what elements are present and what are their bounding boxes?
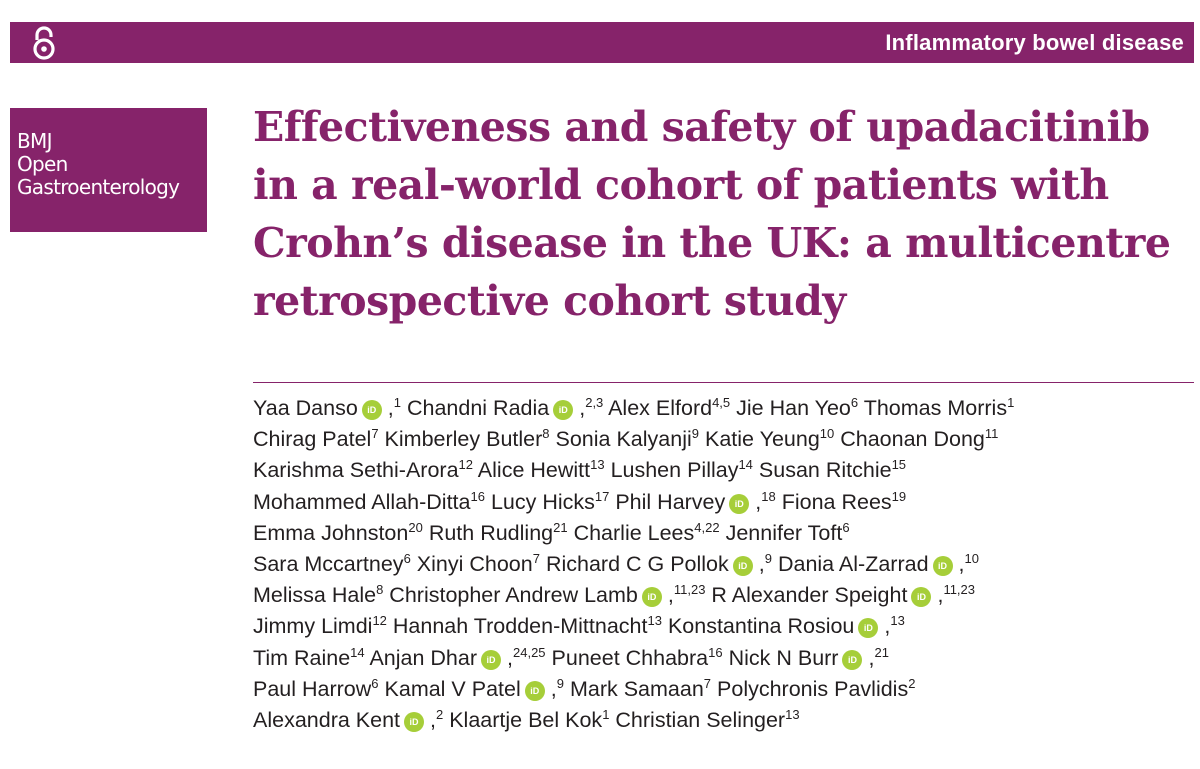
author: [253, 614, 387, 638]
author: [782, 490, 906, 514]
affiliation-number: 13: [647, 613, 662, 629]
author-name: Melissa Hale: [253, 583, 377, 608]
affiliation-number: 19: [891, 488, 907, 504]
author-name: Thomas Morris: [863, 396, 1008, 420]
affiliation-number: 4,22: [694, 519, 720, 535]
author: [705, 427, 834, 451]
affiliation-number: 15: [891, 457, 907, 473]
author: [393, 614, 662, 638]
author: [570, 677, 711, 701]
author-name: Jimmy Limdi: [253, 614, 373, 639]
author-name: Susan Ritchie: [758, 458, 892, 483]
orcid-icon[interactable]: iD: [362, 400, 382, 420]
author-name: R Alexander Speight: [711, 583, 908, 608]
author-name: Polychronis Pavlidis: [717, 676, 909, 701]
author: [253, 646, 365, 670]
author-name: Chirag Patel: [253, 427, 372, 452]
author-line: [253, 518, 1193, 549]
author: [253, 490, 485, 514]
author: Nick N Burr iD ,$^{21}$: [728, 644, 889, 670]
affiliation-number: 4,5: [712, 395, 731, 410]
orcid-icon[interactable]: iD: [733, 556, 753, 576]
affiliation-number: 7: [703, 675, 712, 691]
author: Chandni Radia iD ,$^{2,3}$: [406, 395, 604, 420]
author-name: Charlie Lees: [573, 520, 695, 545]
affiliation-number: 12: [458, 457, 473, 473]
author: [449, 708, 609, 732]
title-line: retrospective cohort study: [253, 277, 846, 325]
affiliation-number: 20: [408, 519, 423, 535]
affiliation-number: 11,23: [673, 582, 706, 598]
author-name: Sara Mccartney: [253, 552, 404, 577]
author-name: Chaonan Dong: [840, 427, 985, 452]
affiliation-number: 1: [1007, 395, 1015, 410]
author: [552, 646, 723, 670]
author-line: [253, 393, 1193, 424]
affiliation-number: 2,3: [585, 395, 604, 410]
author-name: Jie Han Yeo: [736, 396, 851, 420]
orcid-icon[interactable]: iD: [729, 494, 749, 514]
affiliation-number: 24,25: [513, 644, 546, 660]
author-name: Alice Hewitt: [477, 458, 591, 483]
section-label: Inflammatory bowel disease: [885, 30, 1184, 55]
affiliation-number: 8: [376, 582, 384, 598]
author-line: [253, 549, 1193, 580]
affiliation-number: 8: [542, 426, 550, 442]
orcid-icon[interactable]: iD: [481, 650, 501, 670]
author-line: [253, 611, 1193, 642]
author-name: Kimberley Butler: [384, 427, 543, 452]
author-name: Dania Al-Zarrad: [777, 552, 929, 577]
author-name: Mohammed Allah-Ditta: [253, 489, 471, 514]
author: [253, 521, 423, 545]
affiliation-number: 17: [594, 488, 610, 504]
author-name: Puneet Chhabra: [551, 645, 709, 670]
author-line: [253, 674, 1193, 705]
author-line: [253, 580, 1193, 611]
journal-logo-line: Gastroenterology: [17, 175, 180, 199]
author: [429, 521, 568, 545]
affiliation-number: 21: [553, 519, 568, 535]
author: [491, 490, 609, 514]
author: [717, 677, 915, 701]
author-name: Richard C G Pollok: [545, 552, 729, 577]
orcid-icon[interactable]: iD: [842, 650, 862, 670]
author: [556, 427, 700, 451]
affiliation-number: 6: [403, 551, 411, 567]
section-header-bar: [10, 22, 1194, 63]
title-line: Effectiveness and safety of upadacitinib: [253, 103, 1150, 151]
orcid-icon[interactable]: iD: [404, 712, 424, 732]
author: [417, 552, 540, 576]
author: Kamal V Patel iD ,$^9$: [384, 675, 564, 701]
author-name: Klaartje Bel Kok: [449, 708, 603, 733]
author: [736, 396, 858, 420]
affiliation-number: 2: [908, 675, 916, 691]
open-access-lock-icon: [31, 26, 57, 60]
affiliation-number: 21: [874, 644, 889, 660]
author-name: Yaa Danso: [253, 396, 358, 420]
author-name: Fiona Rees: [781, 489, 892, 514]
author-name: Lushen Pillay: [610, 458, 739, 483]
author: Christopher Andrew Lamb iD ,$^{11,23}$: [389, 582, 706, 608]
author-name: Chandni Radia: [406, 396, 550, 420]
affiliation-number: 2: [436, 707, 444, 723]
author-line: [253, 705, 1193, 736]
author: Dania Al-Zarrad iD ,$^{10}$: [777, 551, 979, 577]
author-name: Phil Harvey: [615, 489, 726, 514]
author-line: [253, 643, 1193, 674]
author-list: [253, 393, 1193, 736]
affiliation-number: 11: [984, 426, 999, 442]
author: [253, 677, 379, 701]
author: [574, 521, 720, 545]
author: [726, 521, 850, 545]
article-title: [253, 98, 1193, 330]
affiliation-number: 6: [850, 395, 859, 410]
author-name: Emma Johnston: [253, 520, 409, 545]
author-name: Karishma Sethi-Arora: [253, 458, 459, 483]
affiliation-number: 18: [761, 488, 776, 504]
author-name: Xinyi Choon: [416, 552, 533, 577]
affiliation-number: 16: [470, 488, 485, 504]
author-name: Paul Harrow: [253, 676, 372, 701]
author-name: Sonia Kalyanji: [555, 427, 692, 452]
affiliation-number: 10: [819, 426, 835, 442]
author-name: Christopher Andrew Lamb: [389, 583, 638, 608]
journal-logo-line: Open: [17, 152, 68, 176]
affiliation-number: 1: [393, 395, 401, 410]
title-line: in a real-world cohort of patients with: [253, 161, 1109, 209]
author-name: Alex Elford: [608, 396, 713, 420]
title-line: Crohn’s disease in the UK: a multicentre: [253, 219, 1171, 267]
author-name: Tim Raine: [253, 645, 351, 670]
affiliation-number: 11,23: [943, 582, 976, 598]
author-name: Nick N Burr: [728, 645, 839, 670]
author-name: Katie Yeung: [704, 427, 820, 452]
author-name: Mark Samaan: [569, 676, 704, 701]
author: [615, 708, 799, 732]
affiliation-number: 16: [708, 644, 723, 660]
orcid-icon[interactable]: iD: [911, 587, 931, 607]
author: [611, 458, 753, 482]
author: Konstantina Rosiou iD ,$^{13}$: [667, 613, 905, 639]
journal-logo-line: BMJ: [17, 129, 52, 153]
orcid-icon[interactable]: iD: [525, 681, 545, 701]
author: [385, 427, 550, 451]
affiliation-number: 10: [964, 551, 979, 567]
author-line: [253, 424, 1193, 455]
author-name: Jennifer Toft: [725, 520, 843, 545]
author-name: Lucy Hicks: [490, 489, 595, 514]
author: [253, 583, 383, 607]
orcid-icon[interactable]: iD: [553, 400, 573, 420]
author: [608, 396, 730, 420]
author-name: Christian Selinger: [615, 708, 786, 733]
orcid-icon[interactable]: iD: [858, 618, 878, 638]
author: Anjan Dhar iD ,$^{24,25}$: [369, 644, 546, 670]
author: [759, 458, 906, 482]
affiliation-number: 9: [691, 426, 699, 442]
author: Alexandra Kent iD ,$^2$: [253, 707, 444, 733]
affiliation-number: 14: [738, 457, 753, 473]
affiliation-number: 13: [590, 457, 605, 473]
author-name: Konstantina Rosiou: [667, 614, 855, 639]
affiliation-number: 13: [890, 613, 905, 629]
affiliation-number: 9: [764, 551, 772, 567]
author: R Alexander Speight iD ,$^{11,23}$: [711, 582, 976, 608]
author-line: [253, 487, 1193, 518]
author: Richard C G Pollok iD ,$^9$: [545, 551, 772, 577]
author: Yaa Danso iD ,$^1$: [253, 395, 401, 420]
author: [864, 396, 1015, 420]
author: [478, 458, 605, 482]
affiliation-number: 12: [372, 613, 387, 629]
author-name: Hannah Trodden-Mittnacht: [392, 614, 648, 639]
author: [840, 427, 998, 451]
author-name: Kamal V Patel: [384, 676, 521, 701]
orcid-icon[interactable]: iD: [642, 587, 662, 607]
orcid-icon[interactable]: iD: [933, 556, 953, 576]
journal-logo: [10, 108, 207, 232]
author: Phil Harvey iD ,$^{18}$: [615, 488, 776, 514]
affiliation-number: 9: [556, 675, 564, 691]
affiliation-number: 13: [785, 707, 800, 723]
author: [253, 458, 473, 482]
affiliation-number: 6: [371, 675, 379, 691]
author-name: Alexandra Kent: [253, 708, 401, 733]
author-line: [253, 455, 1193, 486]
author-name: Ruth Rudling: [428, 520, 554, 545]
title-divider: [253, 382, 1194, 383]
author-name: Anjan Dhar: [369, 645, 478, 670]
affiliation-number: 1: [602, 707, 610, 723]
author: [253, 552, 411, 576]
author: [253, 427, 379, 451]
affiliation-number: 7: [371, 426, 379, 442]
affiliation-number: 6: [842, 519, 850, 535]
affiliation-number: 7: [532, 551, 540, 567]
affiliation-number: 14: [350, 644, 365, 660]
